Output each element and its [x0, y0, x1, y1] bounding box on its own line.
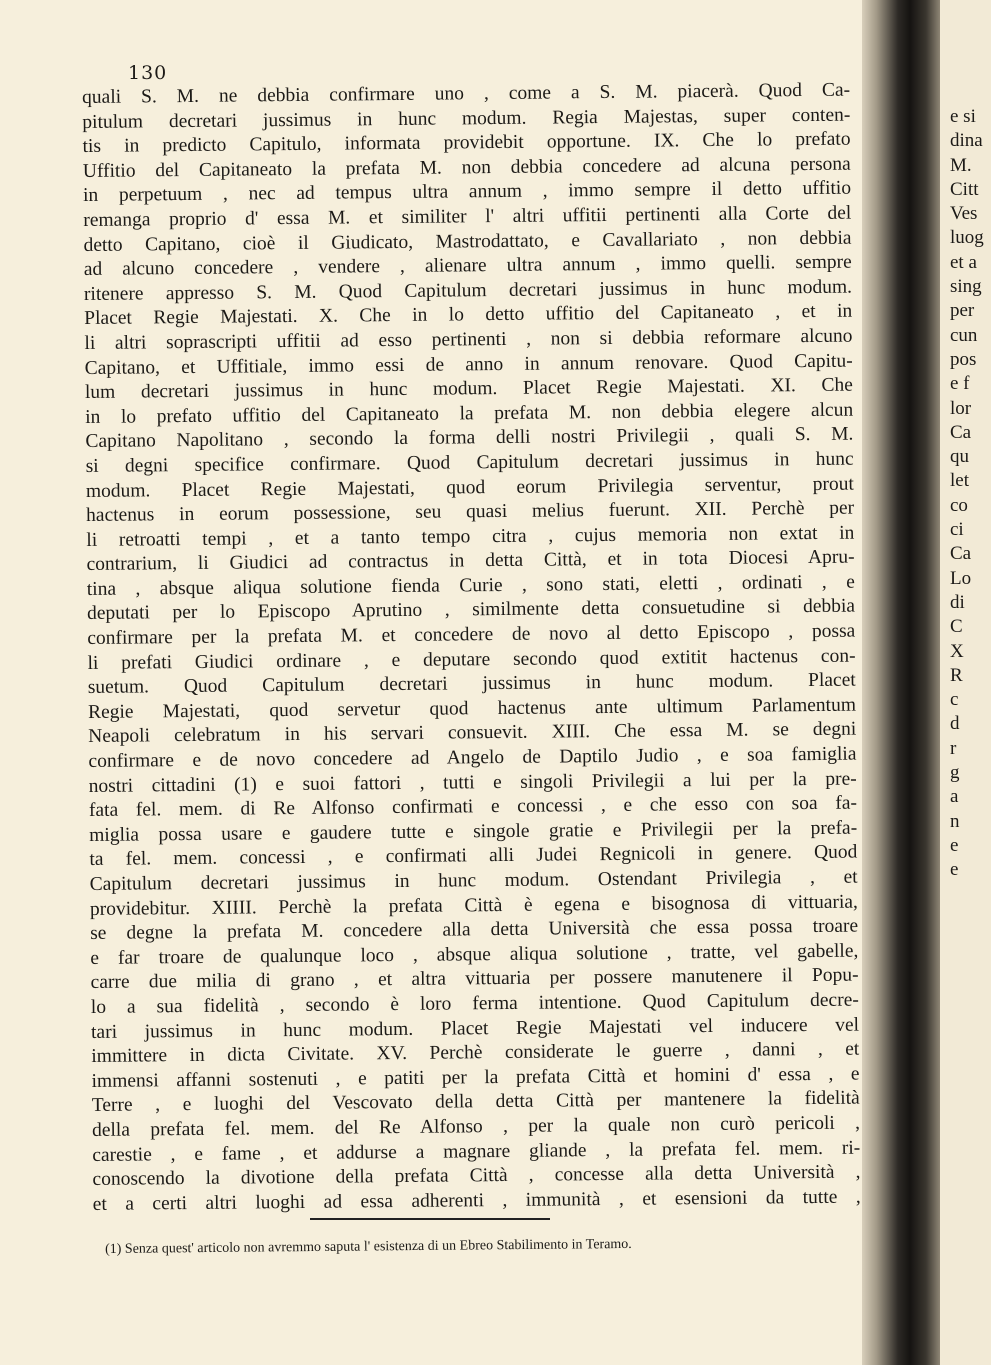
right-page-text — [950, 105, 984, 883]
right-page-fragment: Ca — [950, 421, 972, 443]
right-page-fragment: et a — [950, 251, 977, 273]
right-page-fragment: qu — [950, 446, 969, 468]
text-line: Capitano Napolitano , secondo la forma delli nostri Privilegii , quali S. M. — [85, 423, 854, 453]
right-page-fragment: let — [950, 470, 969, 492]
right-page-fragment: n — [950, 810, 960, 832]
right-page-fragment: dina — [950, 130, 983, 152]
right-page-fragment: Lo — [950, 567, 972, 589]
text-line: detto Capitano, cioè il Giudicato, Mastrodattato, e Cavallariato , non debbia — [83, 227, 852, 256]
text-line: Capitano, et Uffitiale, immo essi de anno in annum renovare. Quod Capitu- — [84, 350, 853, 379]
right-page-fragment: r — [950, 737, 957, 759]
right-page-fragment: di — [950, 591, 965, 613]
text-line: confirmare e de novo concedere ad Angelo de Daptilo Judio , e soa famiglia — [88, 743, 857, 772]
right-page-fragment: per — [950, 300, 975, 322]
footnote-divider — [310, 1218, 550, 1220]
text-line: in perpetuum , nec ad tempus ultra annum , immo sempre il detto uffitio — [82, 177, 852, 207]
text-line: tis in predicto Capitulo, informata providebit opportune. IX. Che lo prefato — [82, 128, 851, 158]
text-line: Terre , e luoghi del Vescovato della detta Città per mantenere la fidelità — [91, 1087, 860, 1117]
right-page-fragment: ci — [950, 519, 964, 541]
right-page-fragment: sing — [950, 276, 982, 298]
text-line: ritenere appresso S. M. Quod Capitulum decretari jussimus in hunc modum. — [83, 276, 853, 305]
right-page-fragment: cun — [950, 324, 978, 346]
text-line: in lo prefato uffitio del Capitaneato la prefata M. non debbia elegere alcun — [85, 399, 854, 428]
right-page-fragment: C — [950, 616, 963, 638]
text-line: e far troare de qualunque loco , absque aliqua solutione , tratte, vel gabelle, — [90, 940, 859, 969]
text-line: li retroatti tempi , et a tanto tempo citra , cujus memoria non extat in — [86, 522, 855, 551]
text-line: immensi affanni sostenuti , e patiti per la prefata Città et homini d' essa , e — [91, 1063, 860, 1092]
right-page — [940, 0, 991, 1365]
right-page-fragment: R — [950, 664, 963, 686]
text-line: li prefati Giudici ordinare , e deputare secondo quod extitit hactenus con- — [87, 645, 856, 674]
right-page-fragment: Ves — [950, 203, 978, 225]
text-line: ad alcuno concedere , vendere , alienare ultra annum , immo quelli. sempre — [83, 251, 852, 281]
right-page-fragment: M. — [950, 154, 972, 176]
text-line: Placet Regie Majestati. X. Che in lo detto uffitio del Capitaneato , et in — [84, 300, 853, 330]
right-page-fragment: c — [950, 689, 959, 711]
right-page-fragment: luog — [950, 227, 984, 249]
text-line: conoscendo la divotione della prefata Città , concesse alla detta Università , — [92, 1161, 861, 1191]
book-gutter — [862, 0, 942, 1365]
text-line: fata fel. mem. di Re Alfonso confirmati e concessi , e che esso con soa fa- — [88, 792, 858, 822]
text-line: carre due milia di grano , et altra vittuaria per possere manutenere il Popu- — [90, 964, 859, 994]
footnote: (1) Senza quest' articolo non avremmo saputa l' esistenza di un Ebreo Stabilimento in Teramo. — [105, 1236, 632, 1257]
text-line: confirmare per la prefata M. et concedere de novo al detto Episcopo , possa — [87, 620, 856, 650]
text-line: se degne la prefata M. concedere alla detta Università che essa possa troare — [90, 915, 859, 945]
text-line: tari jussimus in hunc modum. Placet Regie Majestati vel inducere vel — [90, 1014, 860, 1043]
text-line: et a certi altri luoghi ad essa adherenti , immunità , et esensioni da tutte , — [92, 1186, 861, 1215]
text-line: Uffitio del Capitaneato la prefata M. non debbia concedere ad alcuna persona — [82, 153, 851, 182]
text-line: carestie , e fame , et addurse a magnare gliande , la prefata fel. mem. ri- — [92, 1137, 861, 1166]
text-line: lum decretari jussimus in hunc modum. Placet Regie Majestati. XI. Che — [84, 374, 854, 404]
right-page-fragment: lor — [950, 397, 972, 419]
page-number: 130 — [128, 62, 168, 84]
text-line: lo a sua fidelità , secondo è loro ferma intentione. Quod Capitulum decre- — [90, 989, 859, 1018]
right-page-fragment: a — [950, 786, 959, 808]
text-line: providebitur. XIIII. Perchè la prefata Città è egena e bisognosa di vittuaria, — [89, 891, 858, 920]
right-page-fragment: co — [950, 494, 968, 516]
right-page-fragment: d — [950, 713, 960, 735]
text-line: ta fel. mem. concessi , e confirmati alli Judei Regnicoli in genere. Quod — [89, 841, 858, 871]
text-line: deputati per lo Episcopo Aprutino , similmente detta consuetudine si debbia — [86, 596, 856, 625]
right-page-fragment: e — [950, 859, 959, 881]
text-line: Neapoli celebratum in his servari consuevit. XIII. Che essa M. se degni — [88, 719, 857, 748]
text-line: miglia possa usare e gaudere tutte e singole gratie e Privilegii per la prefa- — [89, 817, 858, 846]
right-page-fragment: e — [950, 834, 959, 856]
text-line: modum. Placet Regie Majestati, quod eorum Privilegia serventur, prout — [85, 473, 854, 502]
text-line: pitulum decretari jussimus in hunc modum. Regia Majestas, super conten- — [82, 104, 851, 133]
text-line: suetum. Quod Capitulum decretari jussimus in hunc modum. Placet — [87, 669, 856, 699]
main-text-body — [82, 79, 861, 1218]
text-line: contrarium, li Giudici ad contractus in detta Città, et in tota Diocesi Apru- — [86, 546, 855, 576]
right-page-fragment: g — [950, 762, 960, 784]
text-line: della prefata fel. mem. del Re Alfonso , per la quale non curò pericoli , — [91, 1112, 861, 1141]
text-line: si degni specifice confirmare. Quod Capitulum decretari jussimus in hunc — [85, 448, 854, 477]
text-line: li altri soprascripti uffitii ad esso pertinenti , non si debbia reformare alcuno — [84, 325, 853, 354]
right-page-fragment: pos — [950, 348, 977, 370]
text-line: nostri cittadini (1) e suoi fattori , tutti e singoli Privilegii a lui per la pre- — [88, 768, 857, 797]
text-line: Capitulum decretari jussimus in hunc modum. Ostendant Privilegia , et — [89, 866, 858, 895]
right-page-fragment: e f — [950, 373, 970, 395]
text-line: tina , absque aliqua solutione fienda Curie , sono stati, eletti , ordinati , e — [86, 571, 855, 600]
text-line: remanga proprio d' essa M. et similiter l' altri uffitii pertinenti alla Corte del — [83, 202, 852, 231]
text-line: quali S. M. ne debbia confirmare uno , come a S. M. piacerà. Quod Ca- — [82, 79, 851, 108]
text-line: hactenus in eorum possessione, seu quasi melius fuerunt. XII. Perchè per — [86, 497, 855, 527]
text-line: immittere in dicta Civitate. XV. Perchè considerate le guerre , danni , et — [91, 1038, 860, 1068]
right-page-fragment: e si — [950, 106, 976, 127]
right-page-fragment: X — [950, 640, 964, 662]
text-line: Regie Majestati, quod servetur quod hactenus ante ultimum Parlamentum — [87, 694, 857, 723]
right-page-fragment: Ca — [950, 543, 972, 565]
right-page-fragment: Citt — [950, 178, 979, 200]
